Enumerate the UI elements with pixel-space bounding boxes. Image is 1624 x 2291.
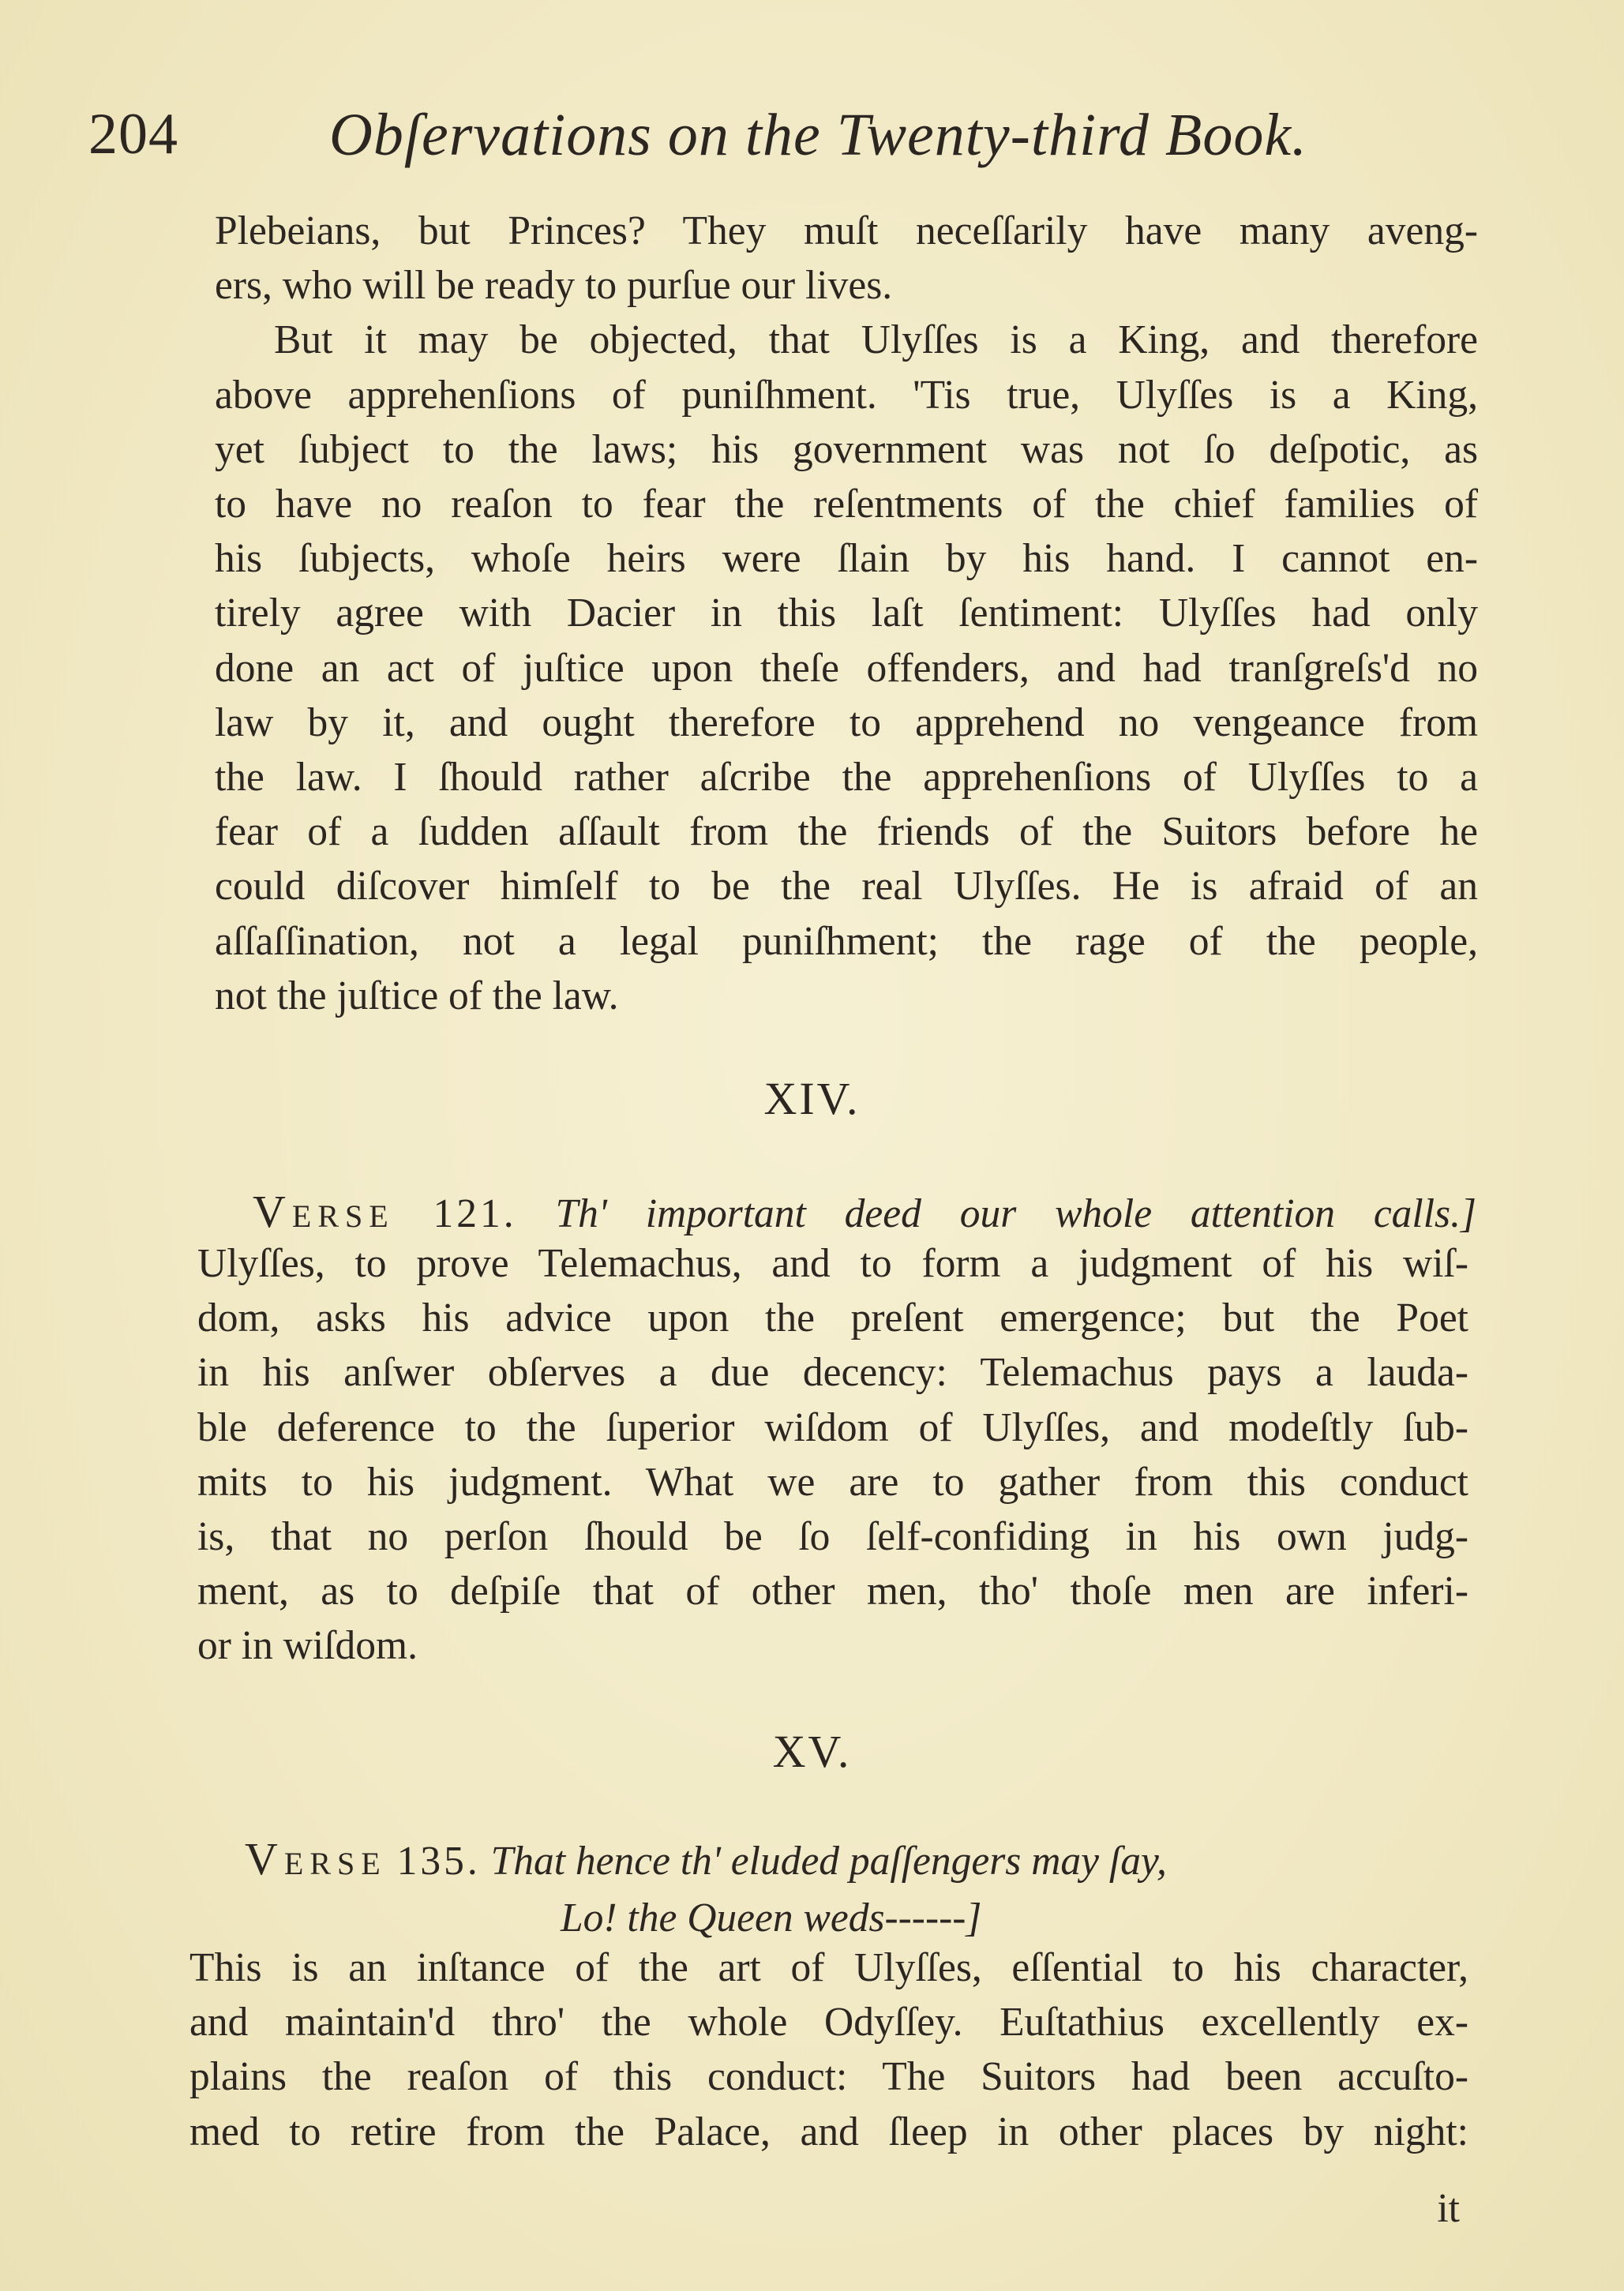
text-line: dom, asks his advice upon the preſent emergence; but the Poet [197, 1295, 1468, 1341]
text-line: tirely agree with Dacier in this laſt ſentiment: Ulyſſes had only [215, 591, 1478, 636]
text-line: and maintain'd thro' the whole Odyſſey. Euſtathius excellently ex- [189, 2000, 1468, 2045]
text-line: is, that no perſon ſhould be ſo ſelf-confiding in his own judg- [197, 1514, 1468, 1560]
text-line: ers, who will be ready to purſue our lives. [215, 263, 893, 309]
text-line: mits to his judgment. What we are to gather from this conduct [197, 1459, 1468, 1505]
verse-heading-line [245, 1833, 1167, 1884]
text-line: This is an inſtance of the art of Ulyſſes, eſſential to his character, [189, 1945, 1468, 1990]
verse-quote: Th' important deed our whole attention calls.] [555, 1191, 1477, 1236]
text-line: not the juſtice of the law. [215, 973, 619, 1018]
verse-quote-continuation: Lo! the Queen weds------] [561, 1895, 982, 1941]
text-line: or in wiſdom. [197, 1623, 418, 1669]
verse-heading-135 [245, 1832, 1350, 1945]
text-line: his ſubjects, whoſe heirs were ſlain by his hand. I cannot en- [215, 536, 1478, 582]
text-line: could diſcover himſelf to be the real Ulyſſes. He is afraid of an [215, 864, 1478, 909]
section-numeral-xv: XV. [772, 1726, 852, 1777]
page-number: 204 [88, 102, 178, 167]
text-line: done an act of juſtice upon theſe offenders, and had tranſgreſs'd no [215, 645, 1478, 691]
text-line: Plebeians, but Princes? They muſt neceſſarily have many aveng- [215, 208, 1478, 253]
verse-quote: That hence th' eluded paſſengers may ſay, [490, 1839, 1167, 1884]
text-line: med to retire from the Palace, and ſleep in other places by night: [189, 2109, 1468, 2154]
text-line: above apprehenſions of puniſhment. 'Tis true, Ulyſſes is a King, [215, 372, 1478, 418]
text-line: Ulyſſes, to prove Telemachus, and to form a judgment of his wiſ- [197, 1241, 1468, 1286]
section-numeral-xiv: XIV. [763, 1073, 861, 1124]
verse-heading-line [253, 1184, 1476, 1243]
text-line: to have no reaſon to fear the reſentments of the chief families of [215, 482, 1478, 527]
verse-label: VERSE [245, 1833, 387, 1884]
running-title: Obſervations on the Twenty-third Book. [329, 102, 1308, 168]
paragraph-block-1 [215, 204, 1478, 1023]
verse-label: VERSE [253, 1186, 395, 1237]
verse-heading-121 [253, 1184, 1476, 1243]
paragraph-block-2 [197, 1236, 1468, 1674]
verse-number: 121. [433, 1191, 517, 1236]
text-line: ment, as to deſpiſe that of other men, tho' thoſe men are inferi- [197, 1569, 1468, 1614]
page-header [88, 101, 1494, 188]
paragraph-block-3 [189, 1940, 1468, 2159]
text-line: fear of a ſudden aſſault from the friends of the Suitors before he [215, 809, 1478, 855]
text-line: the law. I ſhould rather aſcribe the apprehenſions of Ulyſſes to a [215, 755, 1478, 801]
text-line: plains the reaſon of this conduct: The Suitors had been accuſto- [189, 2054, 1468, 2100]
text-line: But it may be objected, that Ulyſſes is a King, and therefore [274, 317, 1478, 363]
catchword: it [1437, 2186, 1460, 2231]
text-line: ble deference to the ſuperior wiſdom of Ulyſſes, and modeſtly ſub- [197, 1404, 1468, 1450]
text-line: law by it, and ought therefore to apprehend no vengeance from [215, 699, 1478, 745]
text-line: yet ſubject to the laws; his government was not ſo deſpotic, as [215, 426, 1478, 472]
verse-number: 135. [396, 1839, 481, 1884]
text-line: aſſaſſination, not a legal puniſhment; the rage of the people, [215, 918, 1478, 964]
text-line: in his anſwer obſerves a due decency: Telemachus pays a lauda- [197, 1350, 1468, 1396]
